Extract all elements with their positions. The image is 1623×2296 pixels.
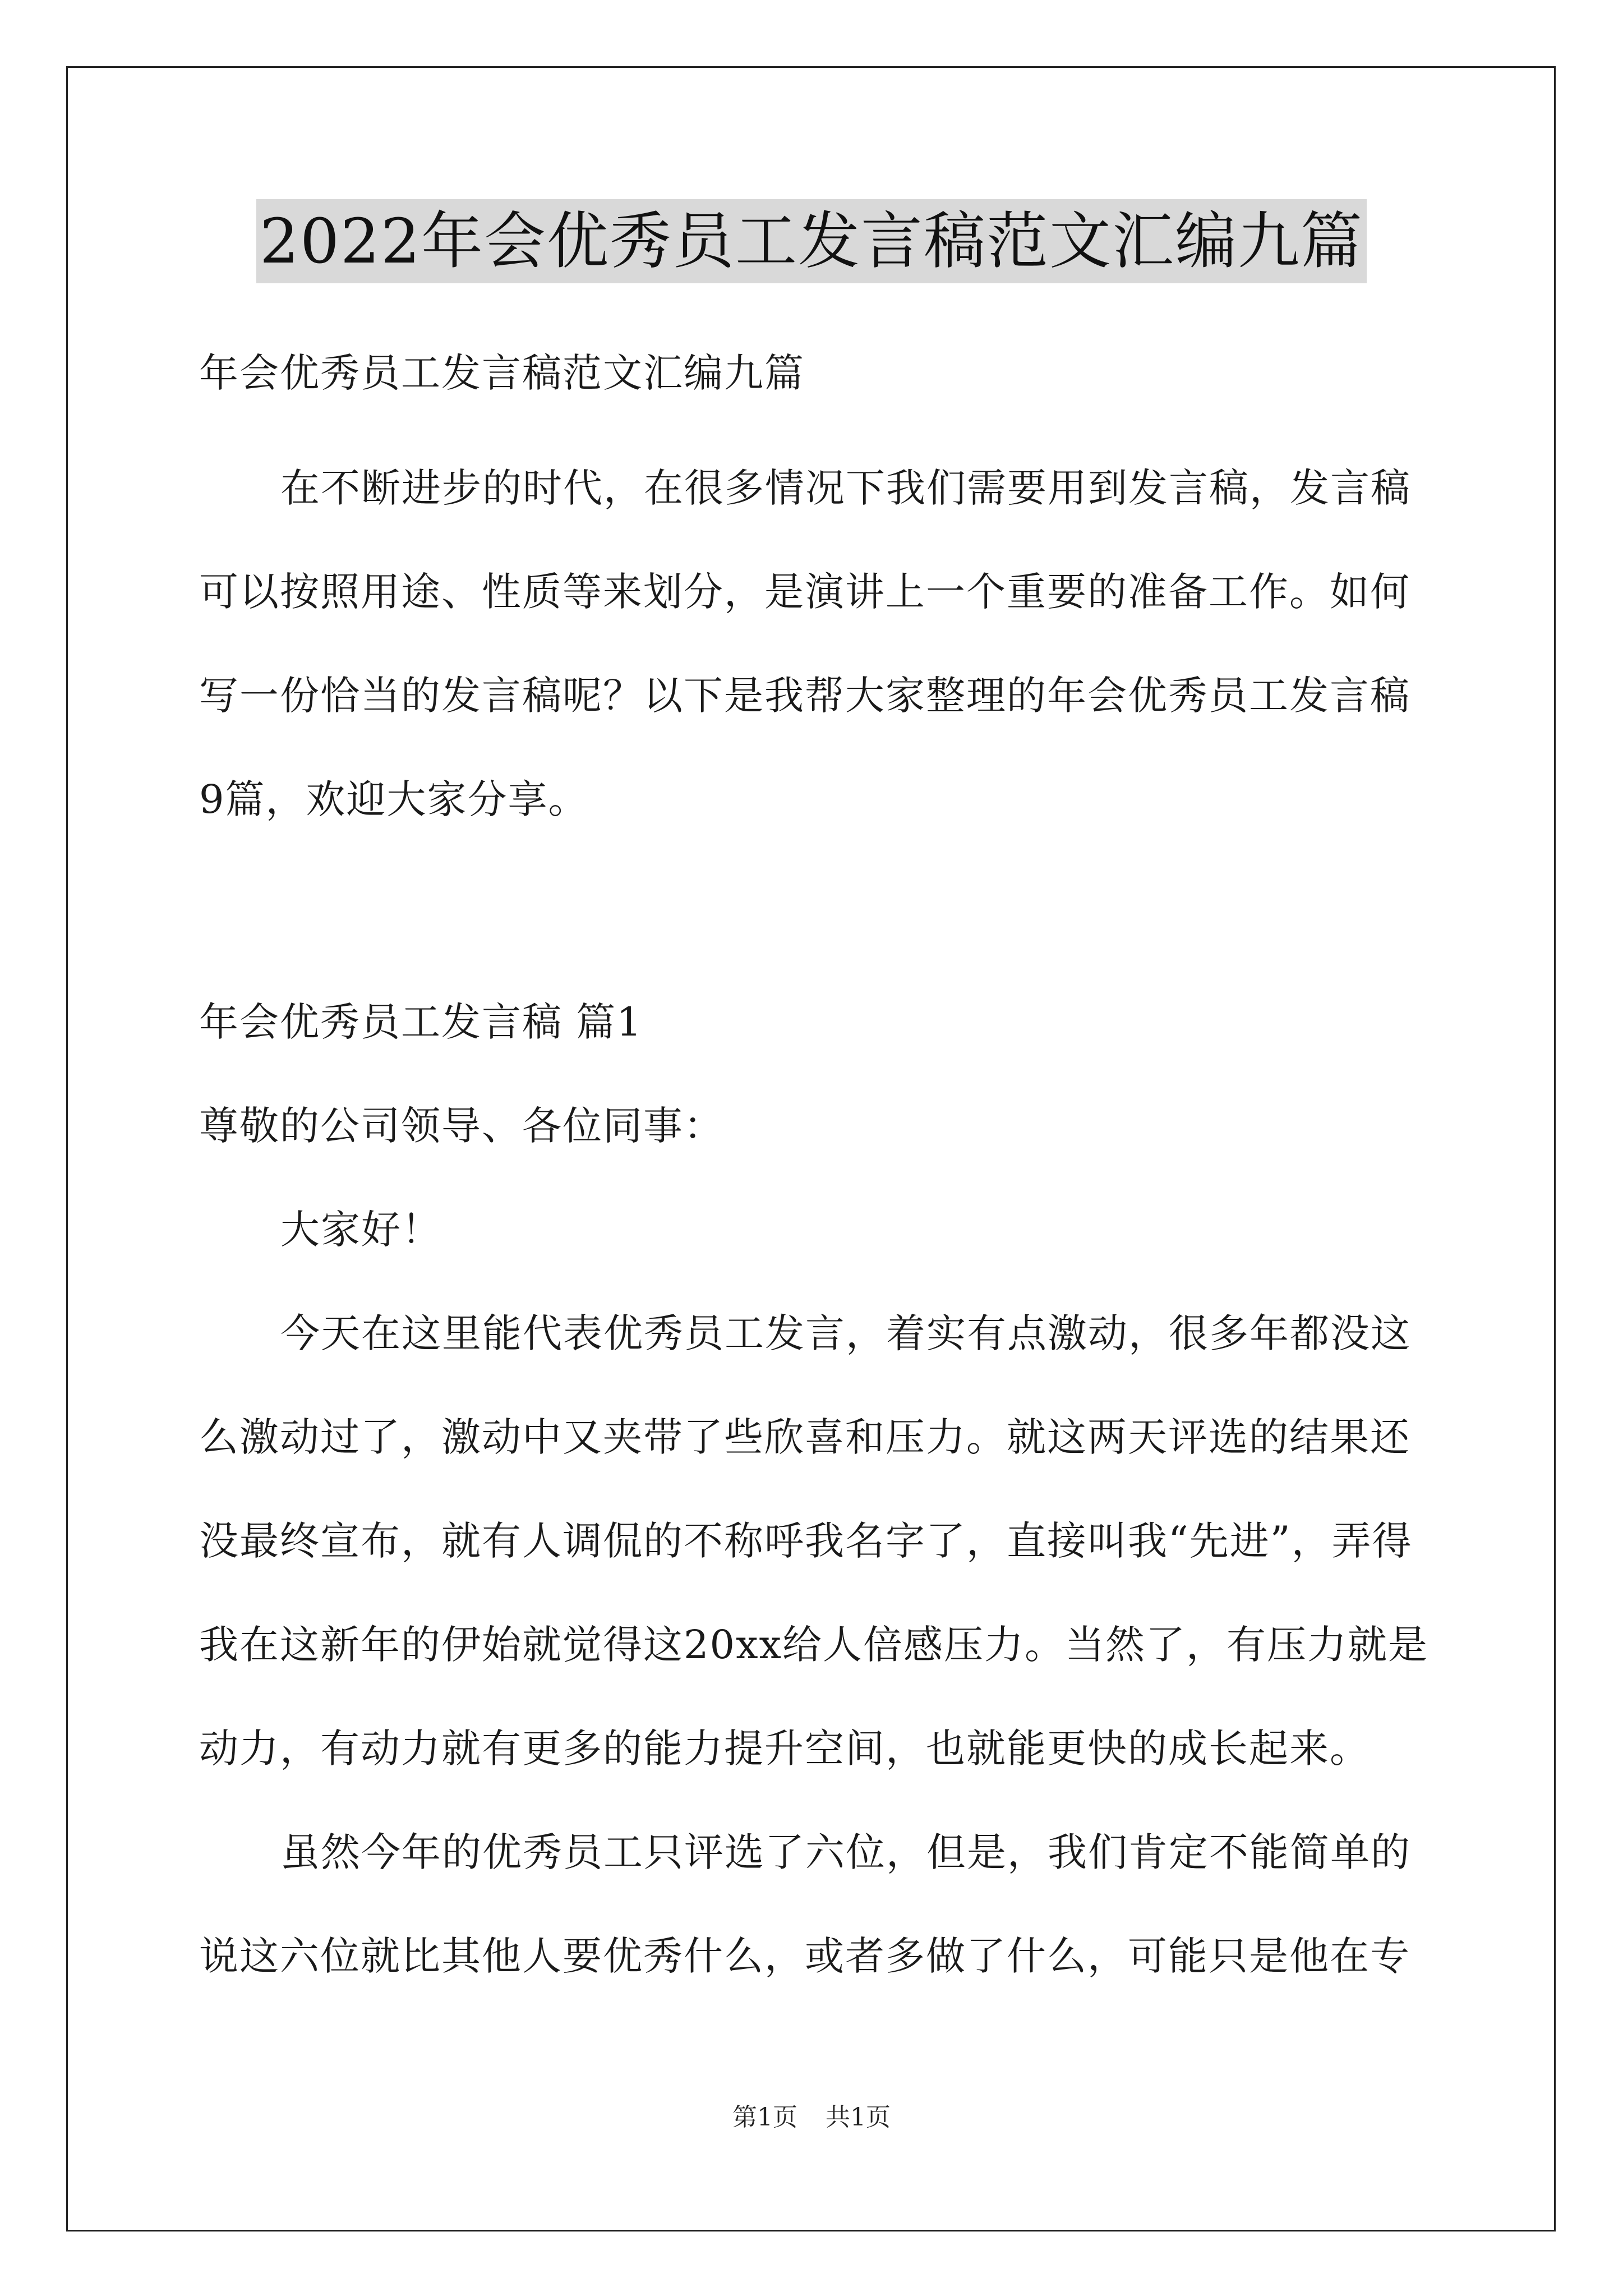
paragraph1-line-2: 么激动过了，激动中又夹带了些欣喜和压力。就这两天评选的结果还	[199, 1414, 1410, 1460]
paragraph1-line-4: 我在这新年的伊始就觉得这20xx给人倍感压力。当然了，有压力就是	[199, 1622, 1429, 1668]
section-heading: 年会优秀员工发言稿 篇1	[199, 999, 643, 1045]
document-subtitle: 年会优秀员工发言稿范文汇编九篇	[199, 350, 805, 396]
page-footer	[0, 2101, 1623, 2134]
page-number: 第1页	[732, 2103, 797, 2132]
paragraph2-line-1: 虽然今年的优秀员工只评选了六位，但是，我们肯定不能简单的	[280, 1829, 1411, 1875]
intro-line-3: 写一份恰当的发言稿呢？以下是我帮大家整理的年会优秀员工发言稿	[199, 673, 1410, 719]
greeting: 大家好！	[280, 1207, 442, 1253]
title-container	[0, 199, 1623, 283]
paragraph1-line-3: 没最终宣布，就有人调侃的不称呼我名字了，直接叫我“先进”，弄得	[199, 1518, 1413, 1564]
paragraph1-line-1: 今天在这里能代表优秀员工发言，着实有点激动，很多年都没这	[280, 1310, 1411, 1356]
paragraph1-line-5: 动力，有动力就有更多的能力提升空间，也就能更快的成长起来。	[199, 1726, 1370, 1772]
intro-line-4: 9篇，欢迎大家分享。	[199, 776, 589, 822]
salutation: 尊敬的公司领导、各位同事：	[199, 1103, 724, 1149]
page-total: 共1页	[826, 2103, 891, 2132]
document-title: 2022年会优秀员工发言稿范文汇编九篇	[256, 199, 1367, 283]
intro-line-2: 可以按照用途、性质等来划分，是演讲上一个重要的准备工作。如何	[199, 569, 1410, 615]
intro-line-1: 在不断进步的时代，在很多情况下我们需要用到发言稿，发言稿	[280, 465, 1411, 511]
paragraph2-line-2: 说这六位就比其他人要优秀什么，或者多做了什么，可能只是他在专	[199, 1933, 1410, 1979]
